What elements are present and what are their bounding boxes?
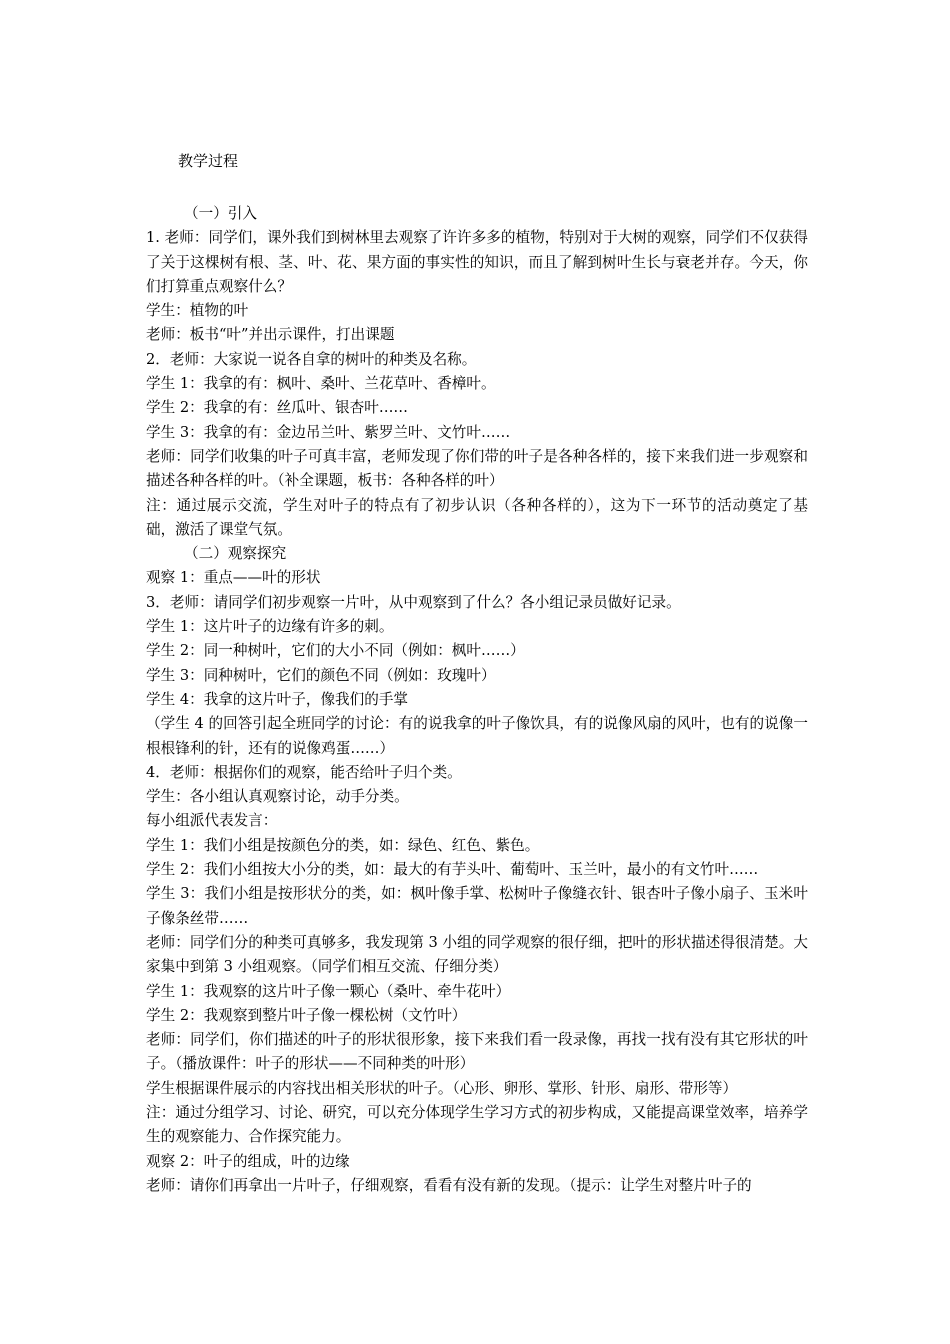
paragraph: 学生 1：我拿的有：枫叶、桑叶、兰花草叶、香樟叶。 <box>146 375 496 393</box>
paragraph: （学生 4 的回答引起全班同学的讨论：有的说我拿的叶子像饮具，有的说像风扇的风叶，也有的说像一根根锋利的针，还有的说像鸡蛋……） <box>146 715 808 757</box>
paragraph: 老师：同学们分的种类可真够多，我发现第 3 小组的同学观察的很仔细，把叶的形状描述得很清楚。大家集中到第 3 小组观察。（同学们相互交流、仔细分类） <box>146 933 808 976</box>
paragraph: 3．老师：请同学们初步观察一片叶，从中观察到了什么？各小组记录员做好记录。 <box>146 593 681 611</box>
paragraph: 注：通过分组学习、讨论、研究，可以充分体现学生学习方式的初步构成，又能提高课堂效率，培养学生的观察能力、合作探究能力。 <box>146 1103 808 1146</box>
paragraph: 学生 3：我拿的有：金边吊兰叶、紫罗兰叶、文竹叶…… <box>146 423 511 441</box>
paragraph: 学生 4：我拿的这片叶子，像我们的手掌 <box>146 690 409 708</box>
paragraph: 学生 2：同一种树叶，它们的大小不同（例如：枫叶……） <box>146 642 525 660</box>
paragraph: 学生 2：我观察到整片叶子像一棵松树（文竹叶） <box>146 1006 467 1024</box>
paragraph: 学生 1：这片叶子的边缘有许多的刺。 <box>146 618 394 636</box>
paragraph: 学生 1：我观察的这片叶子像一颗心（桑叶、牵牛花叶） <box>146 982 511 1000</box>
paragraph: 学生 3：同种树叶，它们的颜色不同（例如：玫瑰叶） <box>146 666 496 684</box>
paragraph: 观察 1：重点——叶的形状 <box>146 569 321 587</box>
paragraph: 1. 老师：同学们，课外我们到树林里去观察了许许多多的植物，特别对于大树的观察，同学们不仅获得了关于这棵树有根、茎、叶、花、果方面的事实性的知识，而且了解到树叶生长与衰老并存。今天，你们打算重点观察什么？ <box>146 229 808 295</box>
paragraph: 学生根据课件展示的内容找出相关形状的叶子。（心形、卵形、掌形、针形、扇形、带形等） <box>146 1079 738 1097</box>
paragraph: 2．老师：大家说一说各自拿的树叶的种类及名称。 <box>146 350 477 368</box>
paragraph: 学生 2：我们小组按大小分的类，如：最大的有芋头叶、葡萄叶、玉兰叶，最小的有文竹叶…… <box>146 861 759 879</box>
paragraph: 每小组派代表发言： <box>146 812 278 830</box>
paragraph: 老师：请你们再拿出一片叶子，仔细观察，看看有没有新的发现。（提示：让学生对整片叶子的 <box>146 1176 752 1194</box>
section-title: 教学过程 <box>178 152 239 170</box>
paragraph: 学生 1：我们小组是按颜色分的类，如：绿色、红色、紫色。 <box>146 836 540 854</box>
paragraph: 学生：各小组认真观察讨论，动手分类。 <box>146 788 409 806</box>
paragraph: 4．老师：根据你们的观察，能否给叶子归个类。 <box>146 763 462 781</box>
section-heading: （二）观察探究 <box>184 545 287 563</box>
section-heading: （一）引入 <box>184 205 257 222</box>
paragraph: 老师：板书“叶”并出示课件，打出课题 <box>146 326 395 344</box>
paragraph: 老师：同学们，你们描述的叶子的形状很形象，接下来我们看一段录像，再找一找有没有其它形状的叶子。（播放课件：叶子的形状——不同种类的叶形） <box>146 1031 808 1073</box>
paragraph: 学生 2：我拿的有：丝瓜叶、银杏叶…… <box>146 399 409 417</box>
paragraph: 注：通过展示交流，学生对叶子的特点有了初步认识（各种各样的），这为下一环节的活动奠定了基础，激活了课堂气氛。 <box>146 496 808 538</box>
paragraph: 老师：同学们收集的叶子可真丰富，老师发现了你们带的叶子是各种各样的，接下来我们进一步观察和描述各种各样的叶。（补全课题，板书：各种各样的叶） <box>146 447 808 490</box>
paragraph: 观察 2：叶子的组成，叶的边缘 <box>146 1152 350 1170</box>
paragraph: 学生 3：我们小组是按形状分的类，如：枫叶像手掌、松树叶子像缝衣针、银杏叶子像小扇子、玉米叶子像条丝带…… <box>146 885 808 927</box>
paragraph: 学生：植物的叶 <box>146 302 249 320</box>
document-body <box>146 202 808 1198</box>
